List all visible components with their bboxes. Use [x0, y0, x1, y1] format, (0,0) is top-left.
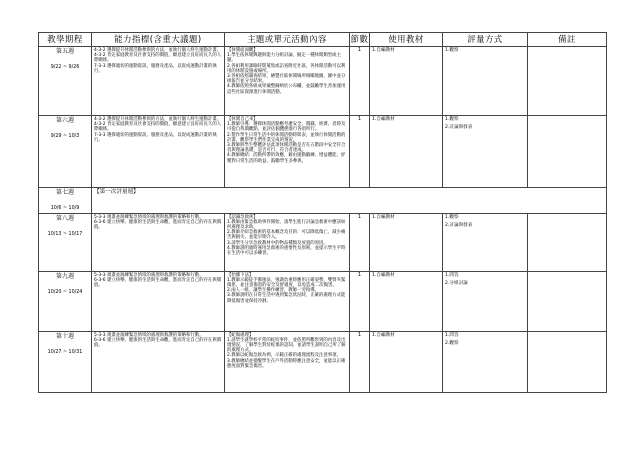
notes-cell	[528, 47, 607, 116]
week-title: 第六週	[55, 117, 74, 124]
material-cell: 1.自編教材	[370, 331, 443, 392]
week-date: 10/20 ~ 10/24	[47, 289, 83, 295]
objectives-cell	[92, 47, 225, 116]
activity-title: 【抬挪下法】	[227, 272, 254, 278]
header-activities: 主題或單元活動內容	[225, 33, 350, 47]
activity-step: 4.教師總結：活動所帶的效應，藉由運動鍛練、增益體能、紓壓對日常生活的助益、鼓勵學生多參與。	[227, 153, 346, 164]
week-cell	[39, 116, 92, 188]
week-cell	[39, 331, 92, 392]
objectives-cell	[92, 271, 225, 331]
hours-cell: 1	[350, 116, 370, 188]
activity-step: 2.各組利用課餘時間蒐集或訪查附近社區，各休閒活動可以利用的休閒設施或場所。	[227, 63, 346, 74]
activities-cell	[225, 213, 350, 271]
activities-cell	[225, 116, 350, 188]
notes-cell	[528, 331, 607, 392]
hours-cell: 1	[350, 331, 370, 392]
week-title: 第五週	[55, 48, 74, 55]
exam-week-label: 【第一次評量週】	[92, 188, 607, 214]
week-cell	[39, 188, 92, 214]
week-title: 第九週	[55, 272, 74, 280]
assessment-item: 1.觀察	[445, 117, 459, 122]
hours-cell: 1	[350, 47, 370, 116]
objectives-cell	[92, 331, 225, 392]
activity-step: 2.兩人一組，讓學生操作練習，教師一旁指導。	[227, 288, 320, 294]
activities-cell	[225, 331, 350, 392]
objective-item: 6-3-6 建立快樂、健康的生活與生命觀，進而肯定自己的存在與價值。	[94, 219, 222, 231]
assessment-item: 1.問答	[445, 272, 459, 278]
header-notes: 備註	[528, 33, 607, 47]
table-row	[39, 271, 607, 331]
activity-step: 1.教師引導：選擇休閒活動應考慮安全、價錢、經濟、者時及可從自我價觀點，並評估個體態進行各項所行。	[227, 122, 346, 133]
activity-step: 3.各組依照調查結果，繪製社區休閒場所相關地圖，圖中並分組報告並分享結果。	[227, 73, 346, 85]
objective-item: 5-3-3 規畫並演練緊急情境的處理與救護的策略和行動。	[94, 272, 204, 278]
assessment-cell	[443, 271, 528, 331]
week-date: 10/13 ~ 10/17	[47, 231, 83, 237]
week-cell	[39, 213, 92, 271]
notes-cell	[528, 271, 607, 331]
week-date: 10/27 ~ 10/31	[47, 349, 83, 355]
objective-item: 5-3-3 規畫並演練緊急情境的處理與救護的策略和行動。	[94, 214, 204, 220]
notes-cell	[528, 213, 607, 271]
activity-step: 3.教師說明在日常生活中遇到緊急狀況時，正確的處理方式能降低傷害並保持冷靜。	[227, 293, 346, 304]
objective-item: 4-3-2 肯定家庭教育及社會支持的價值，願意建立良好而長久的人際關係。	[94, 122, 222, 133]
week-title: 第十週	[55, 332, 74, 340]
material-cell: 1.自編教材	[370, 47, 443, 116]
assessment-item: 1.觀察	[445, 214, 459, 220]
header-objectives: 能力指標(含重大議題)	[92, 33, 225, 47]
activity-step: 4.教師說明適時運用急救術的重要性及原則，並提示學生平時在生活中可以多練習。	[227, 245, 346, 257]
week-date: 9/22 ~ 9/26	[50, 65, 80, 71]
activity-title: 【認識急救術】	[227, 214, 258, 220]
week-cell	[39, 47, 92, 116]
activity-title: 【休閒自己來】	[227, 117, 258, 122]
objective-item: 7-3-3 選擇適切的運動資訊、服務及產品，以促成運動計畫的執行。	[94, 63, 217, 74]
assessment-cell	[443, 116, 528, 188]
table-row	[39, 47, 607, 116]
material-cell: 1.自編教材	[370, 271, 443, 331]
activity-step: 4.教師依照各組成果彙整歸納於公布欄，並鼓勵學生善加運用這些社區資源進行休閒活動。	[227, 84, 346, 95]
assessment-item: 1.觀察	[445, 48, 459, 53]
table-row	[39, 188, 607, 214]
header-row	[39, 33, 607, 47]
objective-item: 4-3-2 選擇提升休閒活動參與的方法，並執行個人終生運動計畫。	[94, 117, 222, 122]
table-row	[39, 116, 607, 188]
assessment-cell	[443, 213, 528, 271]
activity-step: 1.教師由緊急救助事件開始，請學生進行討論急救術中應該如何處理及求助。	[227, 219, 346, 231]
activity-step: 1.請學生就學校平常的蛇咬事件，並依照所觀察到的內容及出現情況，了解學生對於蛇傷的認知，並請學生說明自己所了解的處理方式。	[227, 337, 346, 354]
week-title: 第八週	[55, 214, 74, 222]
material-cell: 1.自編教材	[370, 116, 443, 188]
activity-step: 2.教師以蛇傷急救為例，示範正確的處理流程及注意事項。	[227, 353, 341, 359]
table-row	[39, 331, 607, 392]
header-week: 教學期程	[39, 33, 92, 47]
assessment-item: 2.分組討論	[445, 281, 468, 287]
objective-item: 7-3-3 選擇適切的運動資訊、服務及產品，以促成運動計畫的執行。	[94, 132, 217, 143]
activity-title: 【休閒面面觀】	[227, 48, 258, 53]
activity-step: 1.學生依休閒興趣與能力分組討論，擬定一種休閒類型或主題。	[227, 53, 341, 64]
activity-step: 2.教師介紹急救術的基本概念及目的：可以降低傷亡、減少痛苦與損失、並能早期介入。	[227, 230, 346, 241]
assessment-cell	[443, 47, 528, 116]
week-title: 第七週	[55, 189, 74, 196]
hours-cell: 1	[350, 213, 370, 271]
assessment-item: 2.討論與發表	[445, 125, 473, 131]
assessment-item: 2.觀察	[445, 341, 459, 347]
objective-item: 4-3-2 肯定家庭教育及社會支持的價值，願意建立良好而長久的人際關係。	[94, 53, 222, 64]
activity-step: 3.請學生分享急救教材中的物品種類及放置的原因。	[227, 240, 328, 246]
hours-cell: 1	[350, 271, 370, 331]
activity-step: 3.教師與學生整體評估此項休閒活動是否在五階段中安全符合者與理論基礎，是否可行、符合者達成。	[227, 142, 346, 154]
notes-cell	[528, 116, 607, 188]
assessment-cell	[443, 331, 528, 392]
header-materials: 使用教材	[370, 33, 443, 47]
objectives-cell	[92, 213, 225, 271]
objective-item: 6-3-6 建立快樂、健康的生活與生命觀，進而肯定自己的存在與價值。	[94, 337, 222, 349]
objective-item: 6-3-6 建立快樂、健康的生活與生命觀，進而肯定自己的存在與價值。	[94, 277, 222, 289]
teaching-plan-table	[38, 32, 607, 393]
week-date: 10/6 ~ 10/9	[50, 206, 80, 212]
week-cell	[39, 271, 92, 331]
activities-cell	[225, 271, 350, 331]
activity-step: 1.教師示範徒手搬運法，強調負重時應用正確姿勢，雙臂夾緊傷患，並注意傷患的安全及舒適度，以免造成二次傷害。	[227, 277, 346, 289]
activity-title: 【蛇傷處理】	[227, 332, 254, 338]
activity-step: 2.製作學生日常生活中的休閒活動時間表，並執行休閒活動的計畫，觀察學生們作業完成的情況。	[227, 132, 346, 143]
objectives-cell	[92, 116, 225, 188]
header-hours: 節數	[350, 33, 370, 47]
header-assessment: 評量方式	[443, 33, 528, 47]
activities-cell	[225, 47, 350, 116]
activity-step: 3.教師總結並提醒學生在戶外活動時應注意安全，並能以正確態度面對緊急傷害。	[227, 358, 346, 369]
table-row	[39, 213, 607, 271]
objective-item: 4-3-2 選擇提升休閒活動參與的方法，並執行個人終生運動計畫。	[94, 48, 222, 53]
objective-item: 5-3-3 規畫並演練緊急情境的處理與救護的策略和行動。	[94, 332, 204, 338]
assessment-item: 2.討論與發表	[445, 223, 473, 229]
week-date: 9/29 ~ 10/3	[50, 134, 80, 140]
material-cell: 1.自編教材	[370, 213, 443, 271]
assessment-item: 1.問答	[445, 332, 459, 338]
